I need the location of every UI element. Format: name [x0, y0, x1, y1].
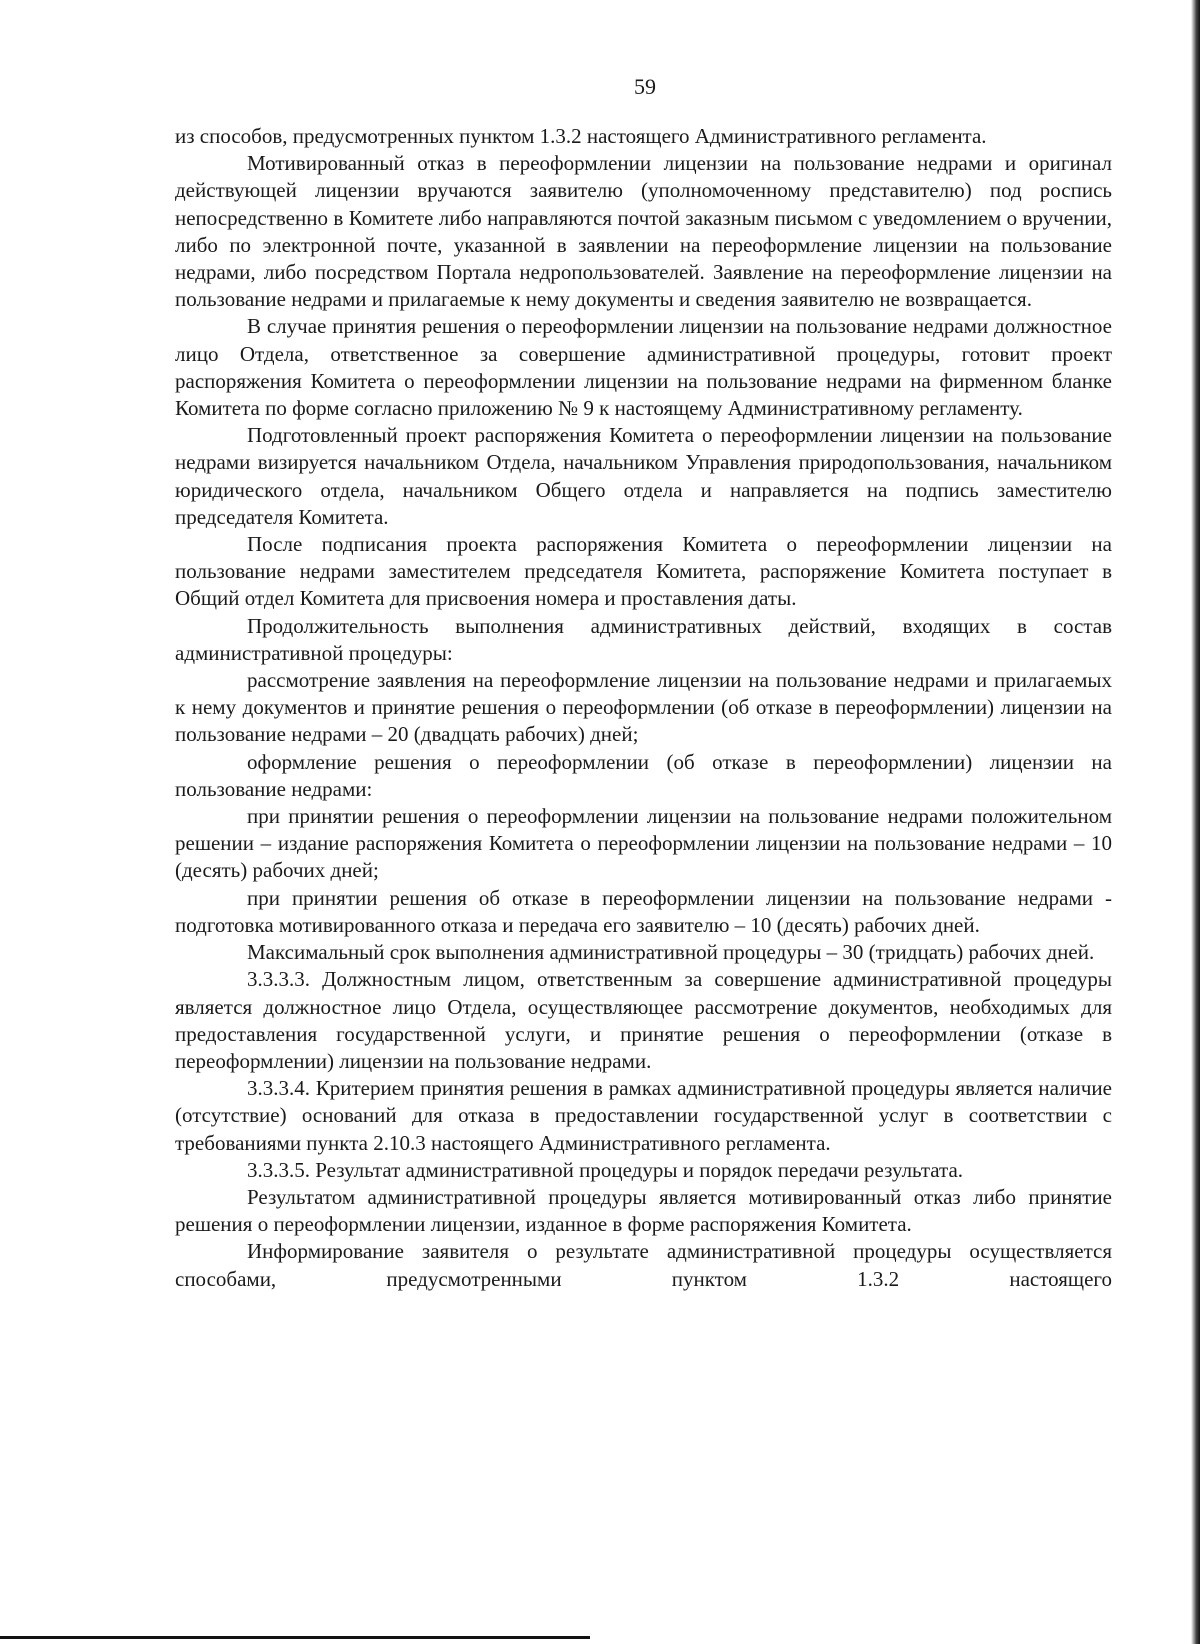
- scan-border-right: [1191, 0, 1200, 1644]
- paragraph-max-term: Максимальный срок выполнения административной процедуры – 30 (тридцать) рабочих дней.: [247, 940, 1095, 965]
- list-item-formalization: оформление решения о переоформлении (об отказе в переоформлении) лицензии на пользование недрами:: [175, 749, 1112, 801]
- section-3-3-3-5: 3.3.3.5. Результат административной процедуры и порядок передачи результата.: [247, 1157, 964, 1182]
- document-body: [175, 123, 1112, 1293]
- paragraph-decision-draft: В случае принятия решения о переоформлении лицензии на пользование недрами должностное лицо Отдела, ответственное за совершение административной процедуры, готовит проект распоряжения Комитета о переоформлении лицензии на пользование недрами на фирменном бланке Комитета по форме согласно приложению № 9 к настоящему Административному регламенту.: [175, 314, 1112, 421]
- paragraph-refusal-delivery: Мотивированный отказ в переоформлении лицензии на пользование недрами и оригинал действующей лицензии вручаются заявителю (уполномоченному представителю) под роспись непосредственно в Комитете либо направляются почтой заказным письмом с уведомлением о вручении, либо по электронной почте, указанной в заявлении на переоформление лицензии на пользование недрами, либо посредством Портала недропользователей. Заявление на переоформление лицензии на пользование недрами и прилагаемые к нему документы и сведения заявителю не возвращается.: [175, 151, 1112, 312]
- paragraph-draft-approval: Подготовленный проект распоряжения Комитета о переоформлении лицензии на пользование недрами визируется начальником Отдела, начальником Управления природопользования, начальником юридического отдела, начальником Общего отдела и направляется на подпись заместителю председателя Комитета.: [175, 423, 1112, 529]
- scan-border-bottom: [0, 1636, 590, 1639]
- section-3-3-3-4: 3.3.3.4. Критерием принятия решения в рамках административной процедуры является наличие (отсутствие) оснований для отказа в предоставлении государственной услуг в соответствии с требованиями пункта 2.10.3 настоящего Административного регламента.: [175, 1076, 1112, 1155]
- paragraph-result: Результатом административной процедуры является мотивированный отказ либо принятие решения о переоформлении лицензии, изданное в форме распоряжения Комитета.: [175, 1184, 1112, 1237]
- paragraph-continuation: из способов, предусмотренных пунктом 1.3.2 настоящего Административного регламента.: [175, 124, 987, 148]
- paragraph-informing: Информирование заявителя о результате административной процедуры осуществляется способами, предусмотренными пунктом 1.3.2 настоящего: [175, 1239, 1112, 1291]
- paragraph-duration-intro: Продолжительность выполнения административных действий, входящих в состав административной процедуры:: [175, 613, 1112, 665]
- list-item-positive-decision: при принятии решения о переоформлении лицензии на пользование недрами положительном решении – издание распоряжения Комитета о переоформлении лицензии на пользование недрами – 10 (десять) рабочих дней;: [175, 804, 1112, 883]
- section-3-3-3-3: 3.3.3.3. Должностным лицом, ответственным за совершение административной процедуры является должностное лицо Отдела, осуществляющее рассмотрение документов, необходимых для предоставления государственной услуги, и принятие решения о переоформлении (отказе в переоформлении) лицензии на пользование недрами.: [175, 967, 1112, 1073]
- list-item-review: рассмотрение заявления на переоформление лицензии на пользование недрами и прилагаемых к нему документов и принятие решения о переоформлении (об отказе в переоформлении) лицензии на пользование недрами – 20 (двадцать рабочих) дней;: [175, 668, 1112, 747]
- list-item-refusal: при принятии решения об отказе в переоформлении лицензии на пользование недрами - подготовка мотивированного отказа и передача его заявителю – 10 (десять) рабочих дней.: [175, 885, 1112, 937]
- page-number: 59: [634, 74, 656, 99]
- paragraph-after-signing: После подписания проекта распоряжения Комитета о переоформлении лицензии на пользование недрами заместителем председателя Комитета, распоряжение Комитета поступает в Общий отдел Комитета для присвоения номера и проставления даты.: [175, 532, 1112, 611]
